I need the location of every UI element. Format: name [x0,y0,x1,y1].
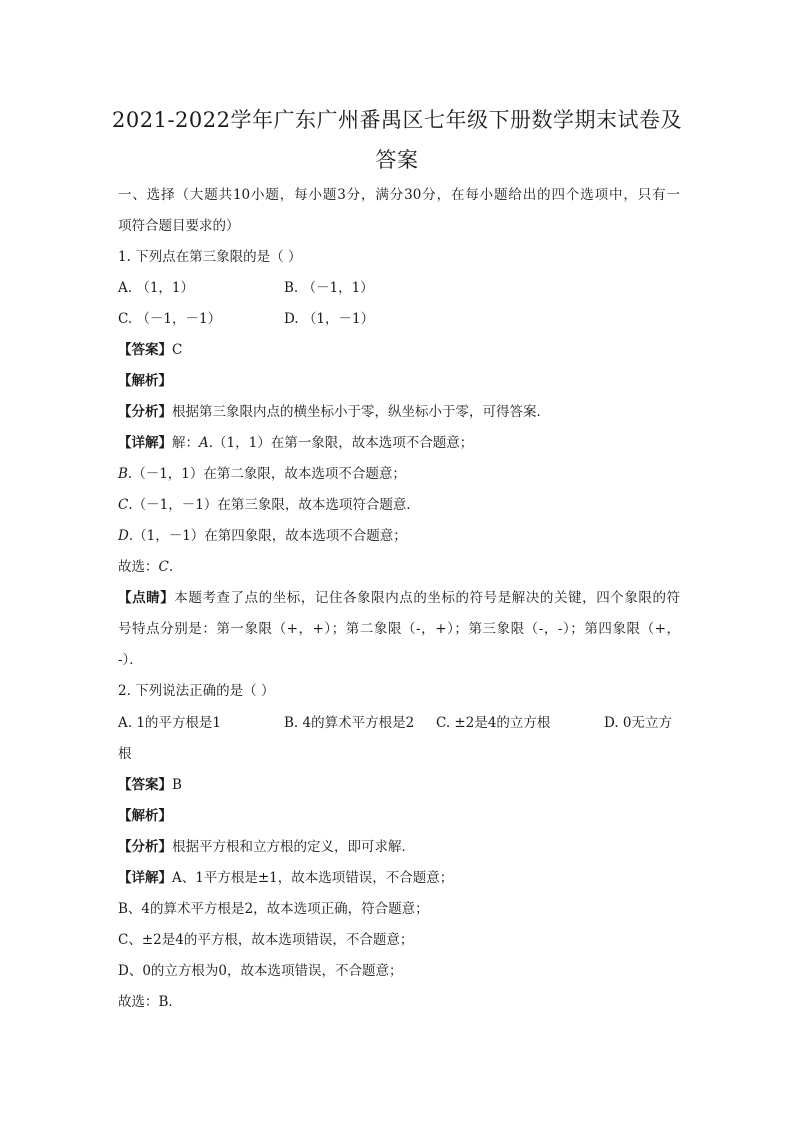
q1-detail-c-label: C [118,497,129,513]
q2-detail-a [118,867,453,889]
q2-detail-tag: 【详解】 [118,870,172,886]
q1-dianjing-text-1: 本题考查了点的坐标，记住各象限内点的坐标的符号是解决的关键，四个象限的符 [174,590,680,606]
section-heading-line-2: 项符合题目要求的） [118,218,240,234]
q1-detail-d [118,525,407,547]
question-1-options-row-2 [118,308,680,330]
q2-choose: 故选：B． [118,994,182,1010]
q1-dianjing-line-3: -）． [118,652,143,668]
question-2-stem: 2. 下列说法正确的是（ ） [118,683,275,699]
q1-answer [118,339,182,361]
q1-detail-a [118,432,473,454]
q1-detail-c-text: .（－1，－1）在第三象限，故本选项符合题意． [128,497,420,513]
q2-fenxi [118,836,415,858]
q2-detail-b: B、4的算术平方根是2，故本选项正确，符合题意； [118,901,429,917]
q1-fenxi-text: 根据第三象限内点的横坐标小于零，纵坐标小于零，可得答案． [172,404,550,420]
section-heading-line-1: 一、选择（大题共10小题，每小题3分，满分30分，在每小题给出的四个选项中，只有一 [118,187,680,203]
q1-option-d: D. （1，－1） [284,311,375,327]
q1-detail-c [118,494,420,516]
q2-answer-tag: 【答案】 [118,777,172,793]
q2-option-d: D. 0无立方 [604,715,673,731]
q1-detail-d-label: D [118,528,129,544]
title-line-2: 答案 [375,148,419,172]
q1-detail-a-text: .（1，1）在第一象限，故本选项不合题意； [208,435,474,451]
q1-detail-b-text: .（－1，1）在第二象限，故本选项不合题意； [127,466,406,482]
q2-analysis-tag: 【解析】 [118,808,172,824]
q1-option-c: C. （－1，－1） [118,311,222,327]
question-1-stem: 1. 下列点在第三象限的是（ ） [118,249,302,265]
q1-option-b: B. （－1，1） [284,280,374,296]
title-line-1: 2021-2022学年广东广州番禺区七年级下册数学期末试卷及 [112,108,682,132]
q1-answer-value: C [172,342,183,358]
q2-detail-c: C、±2是4的平方根，故本选项错误，不合题意； [118,932,414,948]
q1-detail-a-label: A [199,435,209,451]
q2-detail-a-text: A、1平方根是±1，故本选项错误，不合题意； [172,870,454,886]
q1-detail-b [118,463,406,485]
q1-fenxi [118,401,550,423]
q1-dianjing-tag: 【点睛】 [118,590,175,606]
q2-answer [118,774,182,796]
q1-detail-tag: 【详解】 [118,435,172,451]
q1-detail-b-label: B [118,466,128,482]
document-title [110,100,684,180]
q1-analysis-tag: 【解析】 [118,373,172,389]
q1-fenxi-tag: 【分析】 [118,404,172,420]
q1-detail-d-text: .（1，－1）在第四象限，故本选项不合题意； [128,528,407,544]
q1-choose [118,556,173,578]
q2-fenxi-tag: 【分析】 [118,839,172,855]
q2-analysis [118,805,172,827]
q2-option-b: B. 4的算术平方根是2 [284,715,415,731]
q2-answer-value: B [172,777,182,793]
q1-analysis [118,370,172,392]
question-1-options-row-1 [118,277,680,299]
q1-option-a: A. （1，1） [118,280,195,296]
q2-fenxi-text: 根据平方根和立方根的定义，即可求解． [172,839,415,855]
q1-answer-tag: 【答案】 [118,342,172,358]
q1-choose-prefix: 故选： [118,559,159,575]
q1-dianjing-line-2: 号特点分别是：第一象限（+，+）；第二象限（-，+）；第三象限（-，-）；第四象限（+， [118,621,680,637]
q1-dianjing-line-1 [118,587,680,609]
question-2-options-row [118,712,680,734]
q2-option-a: A. 1的平方根是1 [118,715,222,731]
q1-choose-suffix: . [168,559,174,575]
q1-choose-answer: C [158,559,169,575]
q2-option-c: C. ±2是4的立方根 [436,715,551,731]
q2-option-d-continued: 根 [118,746,132,762]
q1-detail-prefix: 解： [172,435,199,451]
q2-detail-d: D、0的立方根为0，故本选项错误，不合题意； [118,963,403,979]
